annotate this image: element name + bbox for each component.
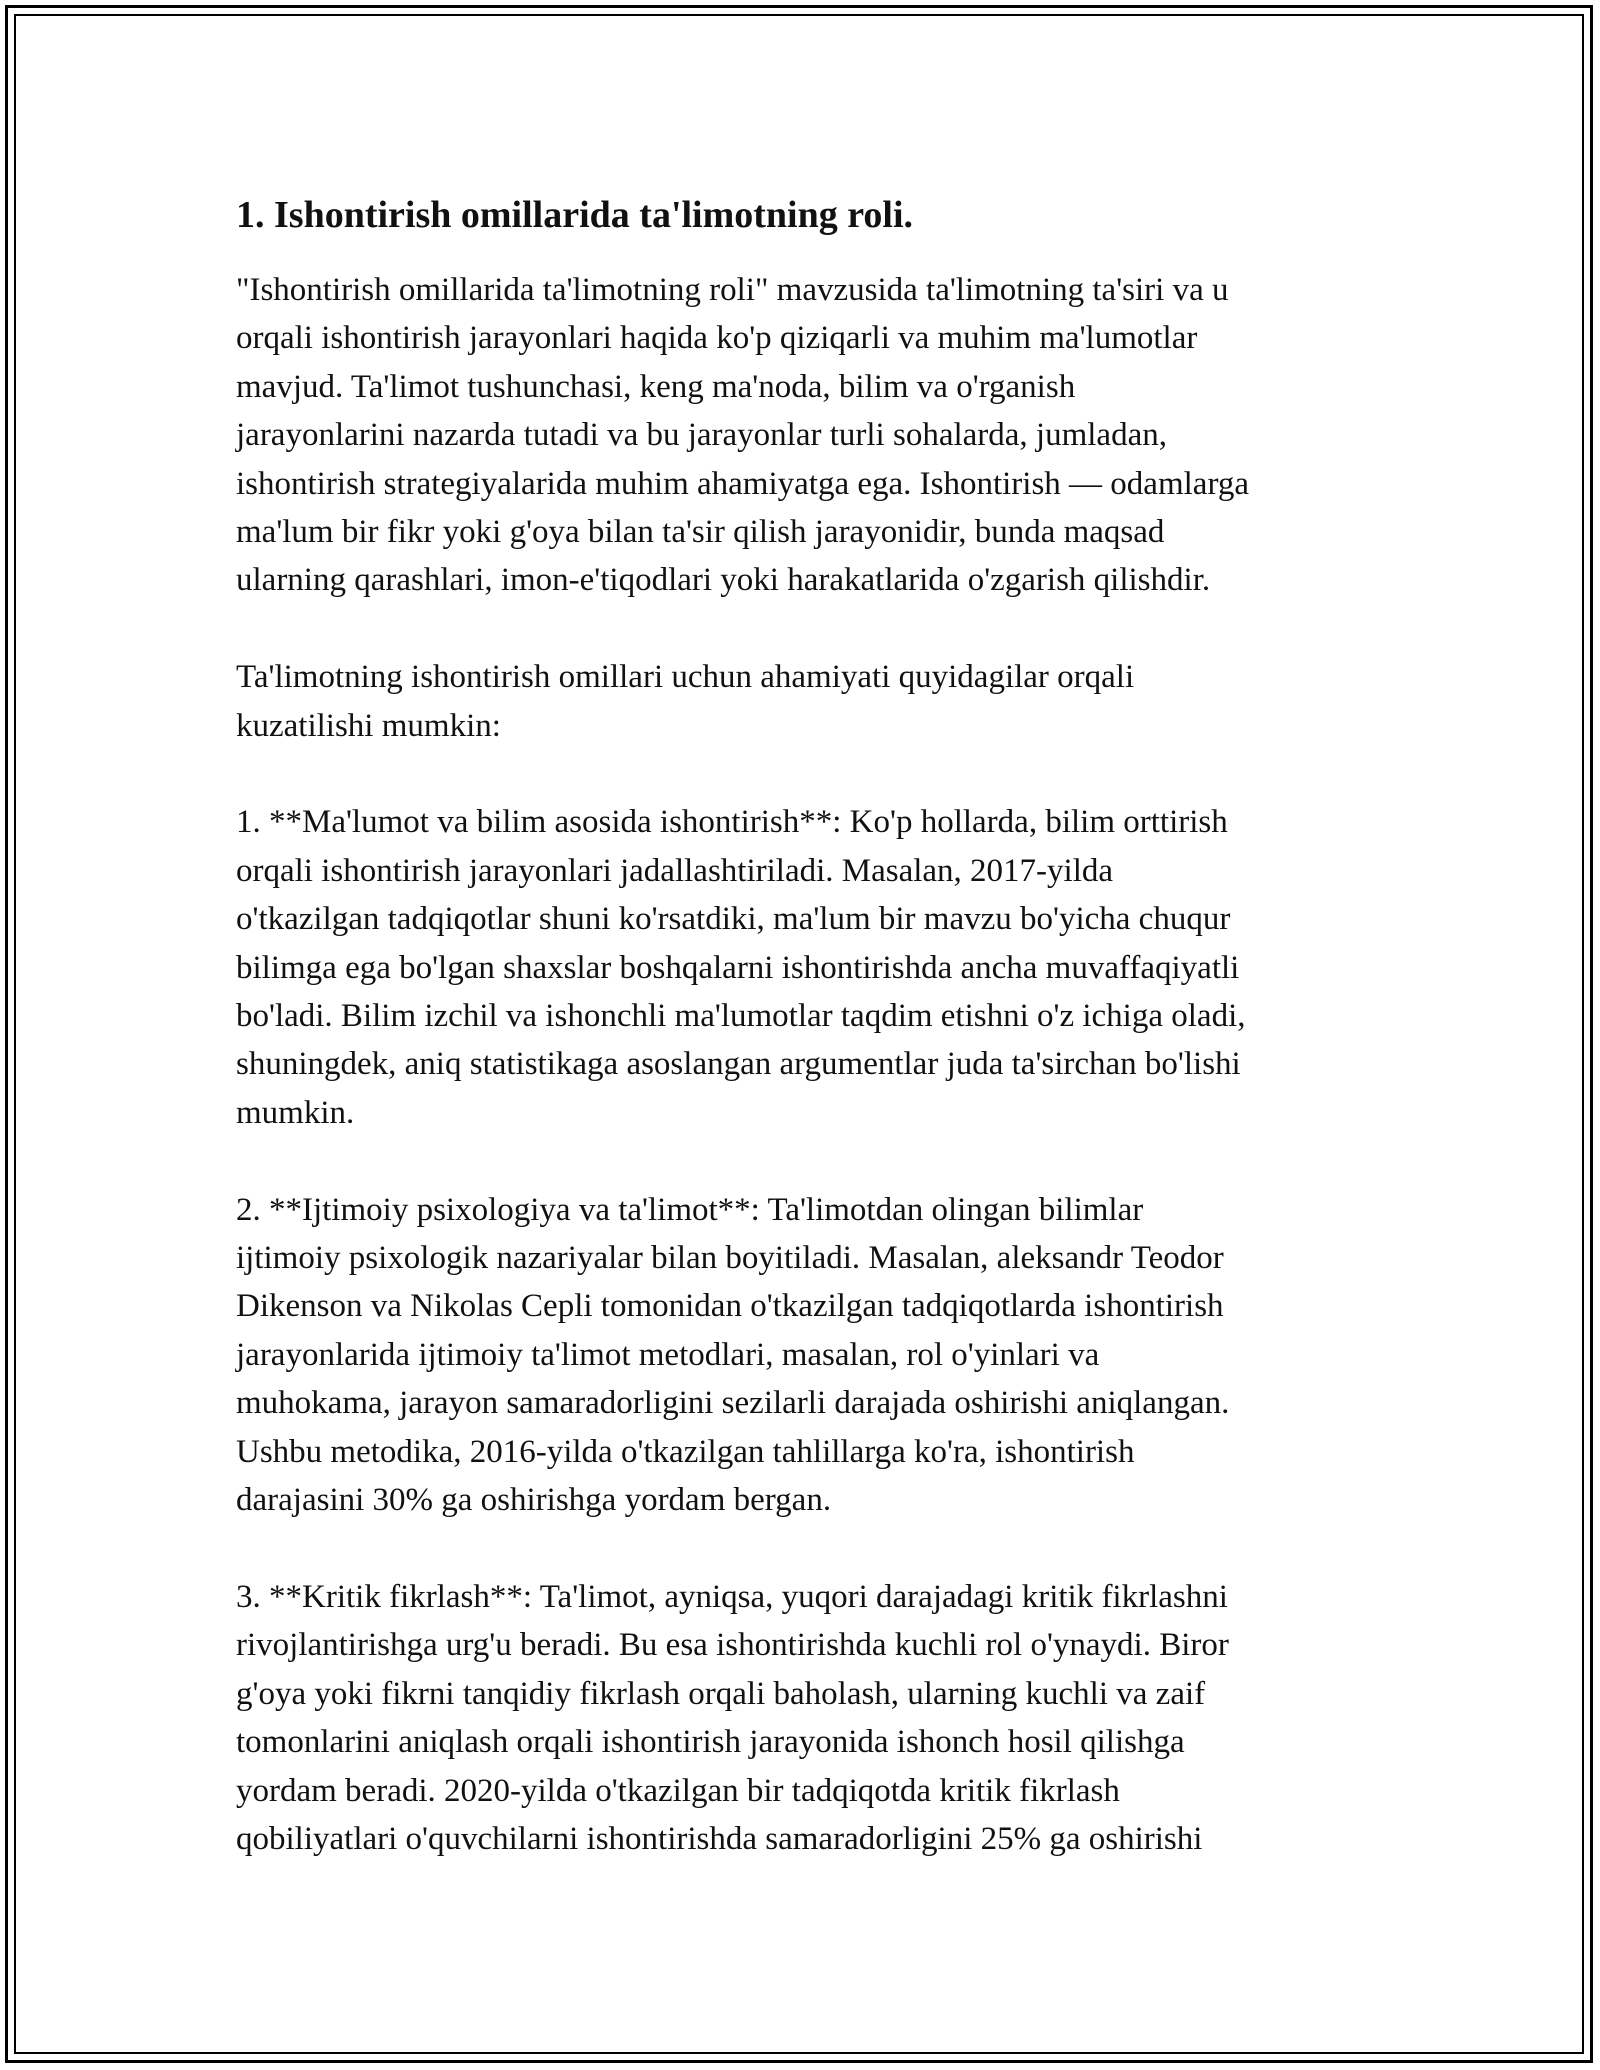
text-line: darajasini 30% ga oshirishga yordam bergan. (236, 1482, 832, 1519)
text-line: ma'lum bir fikr yoki g'oya bilan ta'sir qilish jarayonidir, bunda maqsad (236, 514, 1165, 551)
text-line: shuningdek, aniq statistikaga asoslangan argumentlar juda ta'sirchan bo'lishi (236, 1046, 1241, 1083)
text-line: mumkin. (236, 1094, 355, 1131)
document-title: 1. Ishontirish omillarida ta'limotning roli. (236, 194, 914, 236)
text-line: g'oya yoki fikrni tanqidiy fikrlash orqali baholash, ularning kuchli va zaif (236, 1675, 1206, 1712)
text-line: 2. **Ijtimoiy psixologiya va ta'limot**: Ta'limotdan olingan bilimlar (236, 1191, 1144, 1228)
text-line: qobiliyatlari o'quvchilarni ishontirishda samaradorligini 25% ga oshirishi (236, 1820, 1203, 1857)
text-line: Ta'limotning ishontirish omillari uchun ahamiyati quyidagilar orqali (236, 659, 1135, 696)
paragraph-point-2 (236, 1186, 1386, 1525)
text-line: bilimga ega bo'lgan shaxslar boshqalarni ishontirishda ancha muvaffaqiyatli (236, 949, 1240, 986)
paragraph-lead-in (236, 653, 1386, 750)
text-line: orqali ishontirish jarayonlari jadallashtiriladi. Masalan, 2017-yilda (236, 852, 1114, 889)
text-line: jarayonlarini nazarda tutadi va bu jarayonlar turli sohalarda, jumladan, (236, 417, 1167, 454)
text-line: yordam beradi. 2020-yilda o'tkazilgan bir tadqiqotda kritik fikrlash (236, 1772, 1120, 1809)
text-line: ishontirish strategiyalarida muhim ahamiyatga ega. Ishontirish — odamlarga (236, 465, 1249, 502)
text-line: muhokama, jarayon samaradorligini sezilarli darajada oshirishi aniqlangan. (236, 1385, 1230, 1422)
text-line: kuzatilishi mumkin: (236, 707, 501, 744)
text-line: 3. **Kritik fikrlash**: Ta'limot, ayniqsa, yuqori darajadagi kritik fikrlashni (236, 1578, 1228, 1615)
text-line: tomonlarini aniqlash orqali ishontirish jarayonida ishonch hosil qilishga (236, 1724, 1185, 1761)
text-line: orqali ishontirish jarayonlari haqida ko'p qiziqarli va muhim ma'lumotlar (236, 320, 1198, 357)
paragraph-intro (236, 266, 1386, 605)
text-line: 1. **Ma'lumot va bilim asosida ishontirish**: Ko'p hollarda, bilim orttirish (236, 804, 1228, 841)
paragraph-point-1 (236, 798, 1386, 1137)
text-line: "Ishontirish omillarida ta'limotning roli" mavzusida ta'limotning ta'siri va u (236, 272, 1229, 308)
text-line: ijtimoiy psixologik nazariyalar bilan boyitiladi. Masalan, aleksandr Teodor (236, 1240, 1224, 1277)
text-line: bo'ladi. Bilim izchil va ishonchli ma'lumotlar taqdim etishni o'z ichiga oladi, (236, 998, 1246, 1035)
text-line: o'tkazilgan tadqiqotlar shuni ko'rsatdiki, ma'lum bir mavzu bo'yicha chuqur (236, 901, 1231, 938)
text-line: Dikenson va Nikolas Cepli tomonidan o'tkazilgan tadqiqotlarda ishontirish (236, 1288, 1224, 1325)
paragraph-point-3 (236, 1573, 1386, 1863)
text-line: ularning qarashlari, imon-e'tiqodlari yoki harakatlarida o'zgarish qilishdir. (236, 562, 1211, 599)
text-line: rivojlantirishga urg'u beradi. Bu esa ishontirishda kuchli rol o'ynaydi. Biror (236, 1627, 1229, 1664)
document-body (236, 190, 1386, 1912)
text-line: mavjud. Ta'limot tushunchasi, keng ma'noda, bilim va o'rganish (236, 368, 1076, 405)
text-line: jarayonlarida ijtimoiy ta'limot metodlari, masalan, rol o'yinlari va (236, 1336, 1100, 1373)
text-line: Ushbu metodika, 2016-yilda o'tkazilgan tahlillarga ko'ra, ishontirish (236, 1433, 1135, 1470)
